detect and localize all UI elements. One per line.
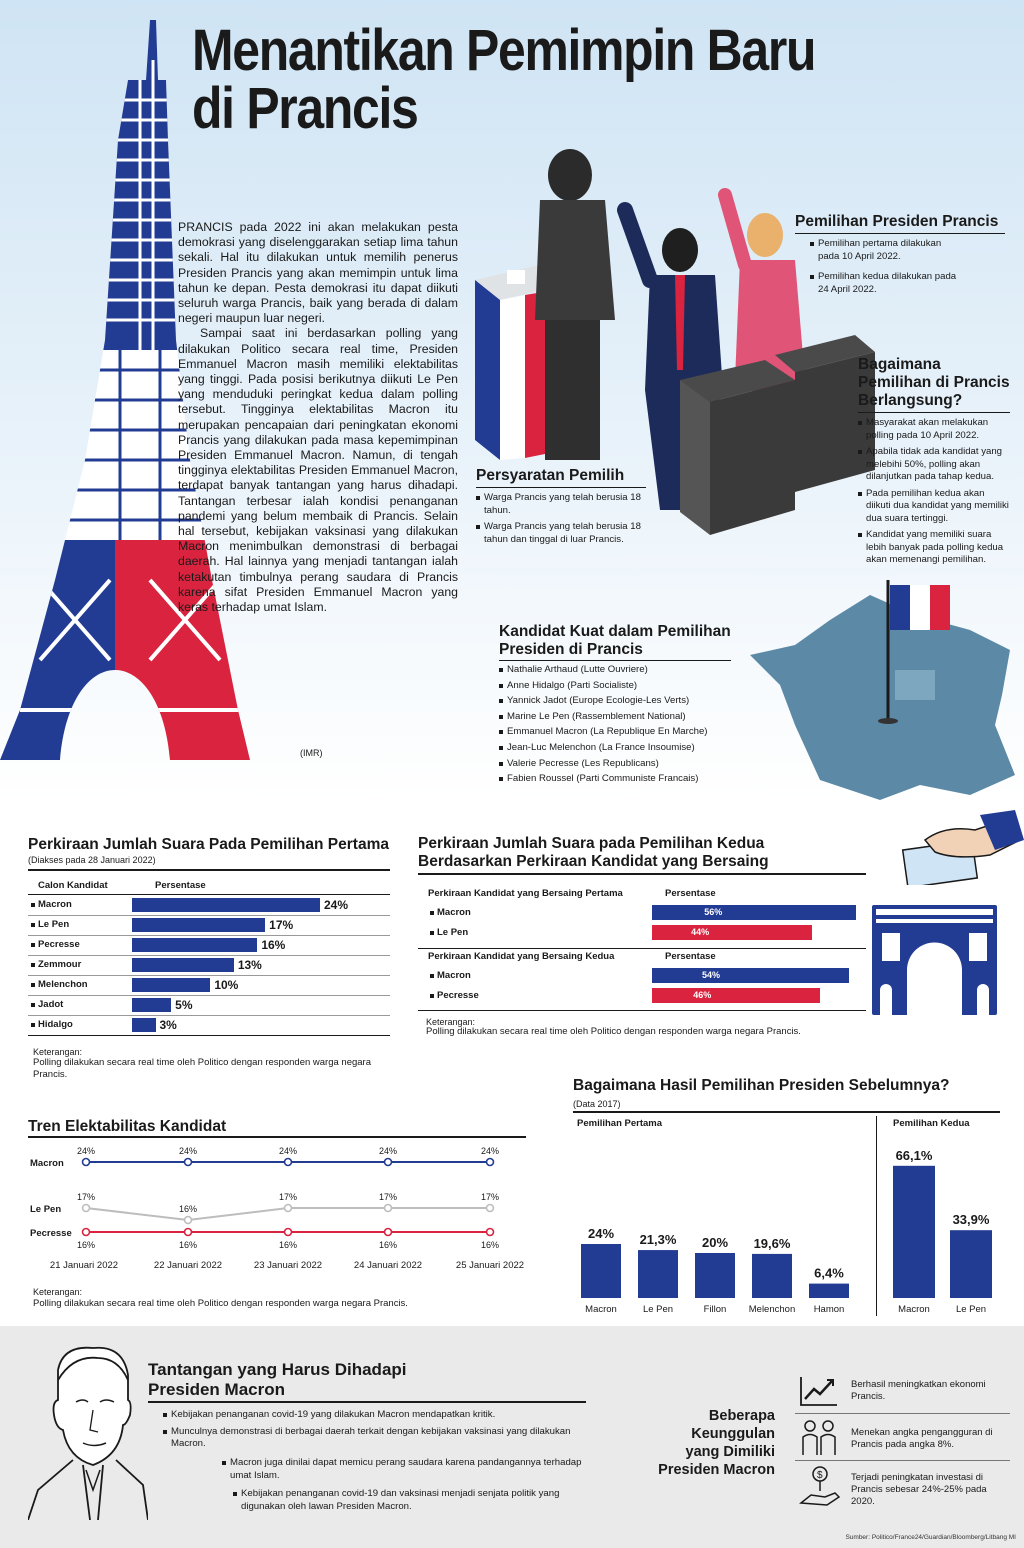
previous-round1-name: Macron — [585, 1304, 617, 1315]
previous-subtitle: (Data 2017) — [573, 1099, 621, 1109]
list-item: Marine Le Pen (Rassemblement National) — [499, 711, 731, 723]
first-round-note-label: Keterangan: — [33, 1047, 83, 1057]
list-item: Warga Prancis yang telah berusia 18 tahun. — [476, 492, 651, 517]
first-round-rule-head — [28, 894, 390, 895]
trend-point — [385, 1229, 392, 1236]
trend-value-label: 24% — [480, 1146, 500, 1156]
previous-title: Bagaimana Hasil Pemilihan Presiden Sebelumnya? — [573, 1077, 950, 1094]
first-round-label: Hidalgo — [31, 1019, 73, 1030]
macron-portrait-illustration — [28, 1340, 148, 1520]
money-hand-icon — [799, 1465, 841, 1507]
previous-round1-bar — [638, 1250, 678, 1298]
second-round-value: 44% — [691, 927, 710, 937]
keunggulan-text-1: Berhasil meningkatkan ekonomi Prancis. — [851, 1379, 986, 1402]
list-item: Nathalie Arthaud (Lutte Ouvriere) — [499, 664, 731, 676]
trend-value-label: 24% — [278, 1146, 298, 1156]
second-round-rule-top — [418, 873, 866, 875]
tantangan-rule — [148, 1401, 586, 1403]
first-round-note: Polling dilakukan secara real time oleh Politico dengan responden warga negara Prancis. — [33, 1057, 371, 1080]
first-round-label: Zemmour — [31, 959, 81, 970]
bagaimana-rule — [858, 412, 1010, 413]
previous-round2-value: 66,1% — [895, 1147, 933, 1163]
list-item: Kandidat yang memiliki suara lebih banyak pada polling kedua akan memenangi pemilihan. — [858, 529, 1010, 567]
list-item: Yannick Jadot (Europe Ecologie-Les Verts) — [499, 695, 731, 707]
second-round-value: 46% — [693, 990, 712, 1000]
first-round-label: Le Pen — [31, 919, 69, 930]
keunggulan-title-2: Keunggulan — [691, 1426, 775, 1442]
trend-value-label: 17% — [378, 1192, 398, 1202]
ballot-hand-illustration — [895, 810, 1024, 885]
trend-point — [185, 1229, 192, 1236]
list-item: Pemilihan pertama dilakukan pada 10 April 2022. — [810, 238, 960, 263]
first-round-value: 24% — [324, 898, 349, 912]
trend-date-label: 23 Januari 2022 — [253, 1260, 323, 1270]
list-item: Warga Prancis yang telah berusia 18 tahun dan tinggal di luar Prancis. — [476, 521, 651, 546]
previous-round1-name: Fillon — [703, 1304, 727, 1315]
kandidat-list — [499, 664, 731, 789]
first-round-value: 17% — [269, 918, 294, 932]
second-round-label: Pecresse — [430, 990, 479, 1001]
france-map-illustration — [740, 575, 1024, 805]
list-item: Munculnya demonstrasi di berbagai daerah terkait dengan kebijakan vaksinasi yang dilakukan Macron. — [163, 1426, 583, 1451]
tantangan-list-2 — [222, 1457, 587, 1486]
second-round-group2-col: Persentase — [665, 951, 716, 962]
kandidat-title-1: Kandidat Kuat dalam Pemilihan — [499, 623, 731, 640]
previous-round1-value: 21,3% — [639, 1232, 677, 1248]
bagaimana-title — [858, 356, 1010, 410]
list-item: Fabien Roussel (Parti Communiste Francais) — [499, 773, 731, 785]
second-round-note-label: Keterangan: — [426, 1017, 476, 1027]
svg-text:$: $ — [817, 1470, 823, 1481]
list-item: Pada pemilihan kedua akan diikuti dua kandidat yang memiliki dua suara tertinggi. — [858, 488, 1010, 526]
first-round-value: 5% — [175, 998, 193, 1012]
second-round-title-2: Berdasarkan Perkiraan Kandidat yang Bersaing — [418, 853, 769, 870]
intro-paragraph-1: PRANCIS pada 2022 ini akan melakukan pesta demokrasi yang diselenggarakan setiap lima tahun sekali. Hal itu dilakukan untuk memilih penerus Presiden Prancis yang akan memimpin untuk lima tahun ke depan. Pesta demokrasi itu dapat diikuti seluruh warga Prancis, baik yang berada di dalam negeri maupun luar negeri. — [178, 220, 458, 326]
trend-title: Tren Elektabilitas Kandidat — [28, 1118, 227, 1135]
first-round-bar — [132, 958, 234, 972]
first-round-bar — [132, 918, 265, 932]
keunggulan-text-3: Terjadi peningkatan investasi di Prancis sebesar 24%-25% pada 2020. — [851, 1472, 987, 1507]
trend-value-label: 24% — [76, 1146, 96, 1156]
trend-value-label: 17% — [76, 1192, 96, 1202]
keunggulan-title-1: Beberapa — [708, 1408, 775, 1424]
second-round-value: 56% — [704, 907, 723, 917]
trend-series-label: Macron — [30, 1158, 64, 1169]
trend-point — [83, 1159, 90, 1166]
previous-chart — [573, 1130, 1013, 1325]
keunggulan-title-3: yang Dimiliki — [685, 1444, 775, 1460]
second-round-group2-head: Perkiraan Kandidat yang Bersaing Kedua — [428, 951, 615, 962]
first-round-rule-bottom — [28, 1035, 390, 1036]
second-round-group1-head: Perkiraan Kandidat yang Bersaing Pertama — [428, 888, 623, 899]
page-title — [192, 18, 897, 141]
trend-point — [185, 1159, 192, 1166]
trend-value-label: 16% — [178, 1240, 198, 1250]
trend-point — [83, 1229, 90, 1236]
persyaratan-list — [476, 492, 651, 550]
first-round-rule-top — [28, 869, 390, 871]
trend-point — [83, 1205, 90, 1212]
list-item: Kebijakan penanganan covid-19 yang dilakukan Macron mendapatkan kritik. — [163, 1409, 583, 1422]
second-round-note: Polling dilakukan secara real time oleh Politico dengan responden warga negara Prancis. — [426, 1026, 801, 1037]
first-round-row-rule — [28, 955, 390, 956]
list-item: Kebijakan penanganan covid-19 dan vaksinasi menjadi senjata politik yang digunakan oleh lawan Presiden Macron. — [233, 1488, 588, 1513]
pemilihan-rule — [795, 233, 1005, 234]
first-round-row-rule — [28, 915, 390, 916]
title-line-1: Menantikan Pemimpin Baru — [192, 18, 816, 83]
keunggulan-title-4: Presiden Macron — [658, 1462, 775, 1478]
bagaimana-title-2: Pemilihan di Prancis — [858, 374, 1010, 391]
first-round-value: 16% — [261, 938, 286, 952]
tantangan-title — [148, 1360, 407, 1400]
previous-round1-value: 19,6% — [753, 1235, 791, 1251]
previous-round1-bar — [809, 1284, 849, 1298]
kandidat-title-2: Presiden di Prancis — [499, 641, 643, 658]
second-round-rule-bottom — [418, 1010, 866, 1011]
previous-round2-bar — [950, 1230, 992, 1298]
kandidat-title — [499, 623, 731, 659]
intro-paragraph-2: Sampai saat ini berdasarkan polling yang dilakukan Politico secara real time, Presiden Emmanuel Macron masih memiliki elektabilitas yang tinggi. Pada posisi berikutnya diikuti Le Pen yang menduduki peringkat kedua dalam polling tersebut. Tingginya elektabilitas Macron itu merupakan pencapaian dari peningkatan ekonomi Prancis yang dilakukan pada masa kepemimpinan Presiden Emmanuel Macron. Namun, di tengah tingginya elektabilitas Presiden Emmanuel Macron, terdapat banyak tantangan yang harus dihadapi. Tantangan terbesar ialah kondisi penanganan pandemi yang belum membaik di Prancis. Selain hal tersebut, kebijakan vaksinasi yang dilakukan Macron menimbulkan demonstrasi di berbagai daerah. Hal lainnya yang menjadi tantangan ialah ketakutan timbulnya perang saudara di Prancis karena sifat Presiden Emmanuel Macron yang keras terhadap umat Islam. — [178, 326, 458, 615]
bagaimana-list — [858, 417, 1010, 571]
bagaimana-title-1: Bagaimana — [858, 356, 941, 373]
source-credit: Sumber: Politico/France24/Guardian/Bloomberg/Litbang MI — [845, 1534, 1016, 1541]
pemilihan-list — [810, 238, 960, 300]
first-round-label: Jadot — [31, 999, 63, 1010]
second-round-label: Le Pen — [430, 927, 468, 938]
trend-point — [285, 1229, 292, 1236]
previous-round1-value: 6,4% — [814, 1265, 844, 1281]
tantangan-title-2: Presiden Macron — [148, 1380, 285, 1399]
pemilihan-title: Pemilihan Presiden Prancis — [795, 213, 999, 230]
second-round-rule-mid — [418, 948, 866, 949]
keunggulan-text-2: Menekan angka pengangguran di Prancis pada angka 8%. — [851, 1427, 993, 1450]
title-line-2: di Prancis — [192, 76, 418, 141]
trend-date-label: 21 Januari 2022 — [49, 1260, 119, 1270]
second-round-group1-col: Persentase — [665, 888, 716, 899]
first-round-col-candidate: Calon Kandidat — [38, 880, 108, 891]
previous-rule — [573, 1111, 1000, 1113]
list-item: Emmanuel Macron (La Republique En Marche) — [499, 726, 731, 738]
first-round-value: 10% — [214, 978, 239, 992]
previous-round1-value: 20% — [701, 1235, 729, 1250]
second-round-title-1: Perkiraan Jumlah Suara pada Pemilihan Kedua — [418, 835, 765, 852]
trend-point — [385, 1159, 392, 1166]
trend-note-label: Keterangan: — [33, 1287, 83, 1297]
keunggulan-title — [640, 1407, 775, 1479]
trend-point — [487, 1159, 494, 1166]
trend-series-label: Pecresse — [30, 1228, 72, 1239]
trend-value-label: 24% — [178, 1146, 198, 1156]
list-item: Pemilihan kedua dilakukan pada 24 April 2022. — [810, 271, 960, 296]
first-round-bar — [132, 978, 210, 992]
keunggulan-divider-1 — [795, 1413, 1010, 1414]
tantangan-list-3 — [233, 1488, 588, 1517]
previous-round1-value: 24% — [587, 1226, 615, 1241]
first-round-row-rule — [28, 935, 390, 936]
trend-date-label: 24 Januari 2022 — [353, 1260, 423, 1270]
previous-round2-head: Pemilihan Kedua — [893, 1118, 970, 1129]
trend-point — [285, 1205, 292, 1212]
previous-round2-bar — [893, 1166, 935, 1298]
first-round-bar — [132, 998, 171, 1012]
second-round-title — [418, 835, 769, 871]
first-round-bar — [132, 898, 320, 912]
persyaratan-rule — [476, 487, 646, 488]
second-round-label: Macron — [430, 907, 471, 918]
previous-round1-head: Pemilihan Pertama — [577, 1118, 663, 1129]
first-round-label: Melenchon — [31, 979, 88, 990]
first-round-row-rule — [28, 995, 390, 996]
trend-point — [185, 1217, 192, 1224]
trend-value-label: 16% — [480, 1240, 500, 1250]
trend-note: Polling dilakukan secara real time oleh Politico dengan responden warga negara Prancis. — [33, 1298, 408, 1309]
trend-series-label: Le Pen — [30, 1204, 62, 1215]
keunggulan-divider-2 — [795, 1460, 1010, 1461]
previous-round1-name: Le Pen — [642, 1304, 674, 1315]
intro-text — [178, 220, 458, 615]
trend-point — [487, 1229, 494, 1236]
list-item: Valerie Pecresse (Les Republicans) — [499, 758, 731, 770]
first-round-row-rule — [28, 975, 390, 976]
trend-value-label: 16% — [76, 1240, 96, 1250]
trend-point — [285, 1159, 292, 1166]
previous-round1-bar — [695, 1253, 735, 1298]
list-item: Apabila tidak ada kandidat yang melebihi 50%, polling akan dilanjutkan pada tahap kedua. — [858, 446, 1010, 484]
trend-point — [487, 1205, 494, 1212]
trend-date-label: 25 Januari 2022 — [455, 1260, 525, 1270]
second-round-value: 54% — [702, 970, 721, 980]
trend-point — [385, 1205, 392, 1212]
kandidat-rule — [499, 660, 731, 661]
list-item: Anne Hidalgo (Parti Socialiste) — [499, 680, 731, 692]
trend-value-label: 17% — [480, 1192, 500, 1202]
first-round-title: Perkiraan Jumlah Suara Pada Pemilihan Pertama — [28, 836, 389, 853]
first-round-value: 13% — [237, 958, 262, 972]
trend-value-label: 16% — [178, 1204, 198, 1214]
trend-chart — [28, 1140, 528, 1270]
first-round-value: 3% — [159, 1018, 177, 1032]
trend-value-label: 24% — [378, 1146, 398, 1156]
trend-value-label: 17% — [278, 1192, 298, 1202]
first-round-bar — [132, 938, 257, 952]
previous-round1-bar — [581, 1244, 621, 1298]
first-round-subtitle: (Diakses pada 28 Januari 2022) — [28, 855, 156, 865]
persyaratan-title: Persyaratan Pemilih — [476, 467, 625, 484]
arc-de-triomphe-icon — [872, 905, 997, 1015]
list-item: Macron juga dinilai dapat memicu perang saudara karena pandangannya terhadap umat Islam. — [222, 1457, 587, 1482]
first-round-label: Pecresse — [31, 939, 80, 950]
previous-round1-bar — [752, 1254, 792, 1298]
previous-round2-value: 33,9% — [952, 1212, 990, 1228]
second-round-label: Macron — [430, 970, 471, 981]
first-round-bar — [132, 1018, 156, 1032]
chart-up-icon — [799, 1375, 839, 1407]
trend-rule — [28, 1136, 526, 1138]
first-round-label: Macron — [31, 899, 72, 910]
trend-value-label: 16% — [278, 1240, 298, 1250]
previous-round2-name: Macron — [898, 1304, 930, 1315]
bagaimana-title-3: Berlangsung? — [858, 392, 963, 409]
trend-value-label: 16% — [378, 1240, 398, 1250]
previous-round1-name: Melenchon — [748, 1304, 796, 1315]
tantangan-title-1: Tantangan yang Harus Dihadapi — [148, 1360, 407, 1379]
previous-round1-name: Hamon — [813, 1304, 845, 1315]
intro-credit: (IMR) — [300, 748, 323, 758]
first-round-row-rule — [28, 1015, 390, 1016]
tantangan-list-1 — [163, 1409, 583, 1455]
list-item: Jean-Luc Melenchon (La France Insoumise) — [499, 742, 731, 754]
previous-round2-name: Le Pen — [955, 1304, 987, 1315]
keunggulan-list — [795, 1369, 1010, 1519]
first-round-col-percent: Persentase — [155, 880, 206, 891]
trend-date-label: 22 Januari 2022 — [153, 1260, 223, 1270]
people-icon — [799, 1419, 839, 1457]
list-item: Masyarakat akan melakukan polling pada 10 April 2022. — [858, 417, 1010, 442]
